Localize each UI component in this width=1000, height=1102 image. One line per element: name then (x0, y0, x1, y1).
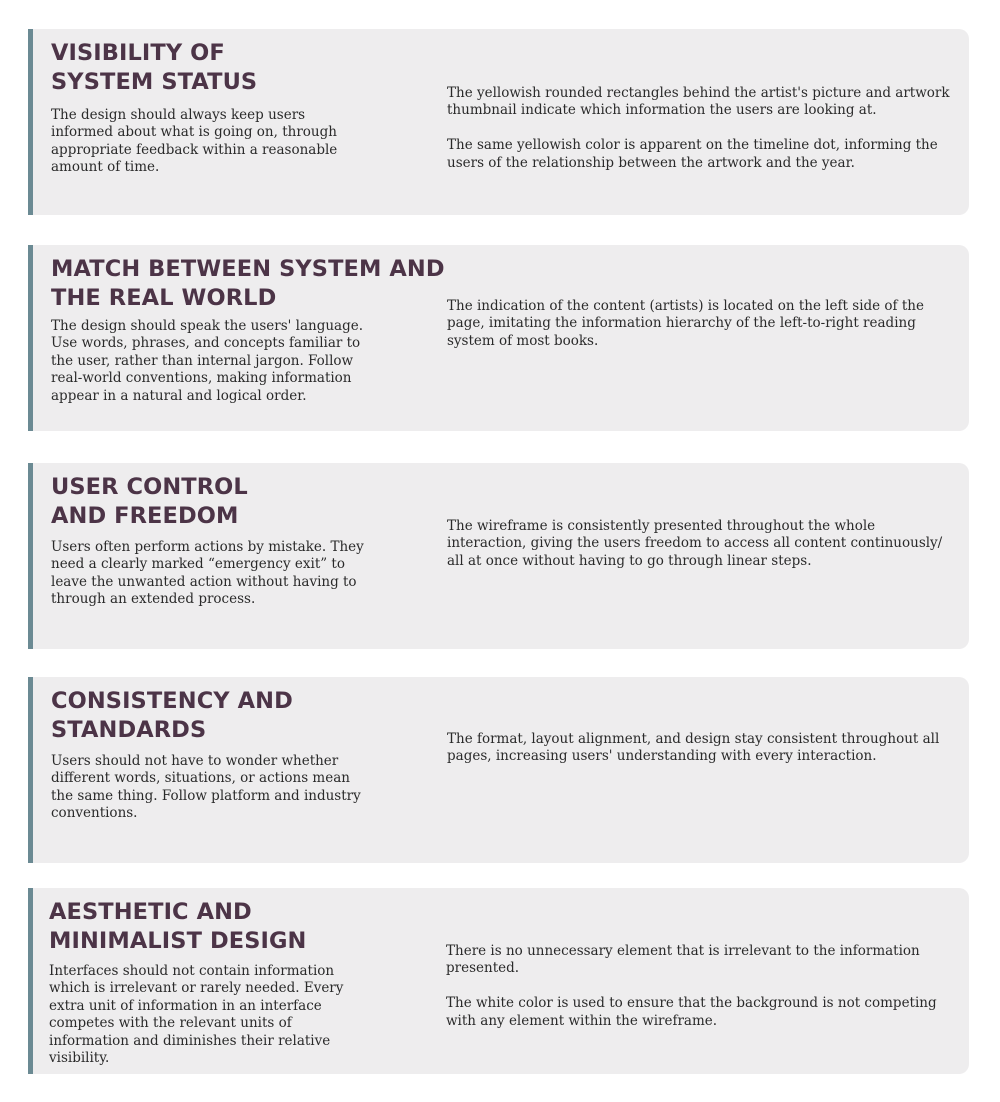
heuristic-card-visibility (28, 29, 969, 215)
explanation-paragraph: The indication of the content (artists) is located on the left side of the page, imitating the information hierarchy of the left-to-right reading system of most books. (447, 298, 924, 349)
explanation-paragraph: The format, layout alignment, and design stay consistent throughout all pages, increasing users' understanding with every interaction. (447, 731, 940, 765)
heuristic-card-match-real-world (28, 245, 969, 431)
explanation-paragraph: The yellowish rounded rectangles behind the artist's picture and artwork thumbnail indicate which information the users are looking at. (447, 85, 950, 119)
explanation-paragraph: The wireframe is consistently presented throughout the whole interaction, giving the users freedom to access all content continuously/ all at once without having to go through linear steps. (447, 518, 943, 569)
card-title: AESTHETIC AND MINIMALIST DESIGN (49, 899, 307, 954)
card-description: The design should always keep users informed about what is going on, through appropriate feedback within a reasonable amount of time. (51, 107, 338, 176)
heuristic-card-aesthetic (28, 888, 969, 1074)
card-explanation (447, 298, 957, 350)
explanation-paragraph: The same yellowish color is apparent on the timeline dot, informing the users of the relationship between the artwork and the year. (447, 137, 938, 171)
explanation-paragraph: The white color is used to ensure that the background is not competing with any element within the wireframe. (446, 995, 937, 1029)
heuristic-card-user-control (28, 463, 969, 649)
card-explanation (446, 943, 956, 1030)
card-explanation (447, 731, 957, 766)
card-description: The design should speak the users' language. Use words, phrases, and concepts familiar to the user, rather than internal jargon. Follow real-world conventions, making information appear in a natural and logical order. (51, 318, 364, 404)
card-description: Users often perform actions by mistake. They need a clearly marked “emergency exit” to leave the unwanted action without having to through an extended process. (51, 539, 364, 608)
explanation-paragraph: There is no unnecessary element that is irrelevant to the information presented. (446, 943, 920, 977)
card-title: CONSISTENCY AND STANDARDS (51, 688, 293, 743)
card-explanation (447, 518, 957, 570)
card-description: Interfaces should not contain information which is irrelevant or rarely needed. Every extra unit of information in an interface competes with the relevant units of information and diminishes their relative visibility. (49, 963, 344, 1067)
card-title: MATCH BETWEEN SYSTEM AND THE REAL WORLD (51, 256, 445, 311)
card-description: Users should not have to wonder whether different words, situations, or actions mean the same thing. Follow platform and industry conventions. (51, 753, 361, 822)
card-title: VISIBILITY OF SYSTEM STATUS (51, 40, 258, 95)
heuristic-card-consistency (28, 677, 969, 863)
card-title: USER CONTROL AND FREEDOM (51, 474, 248, 529)
card-explanation (447, 85, 957, 172)
